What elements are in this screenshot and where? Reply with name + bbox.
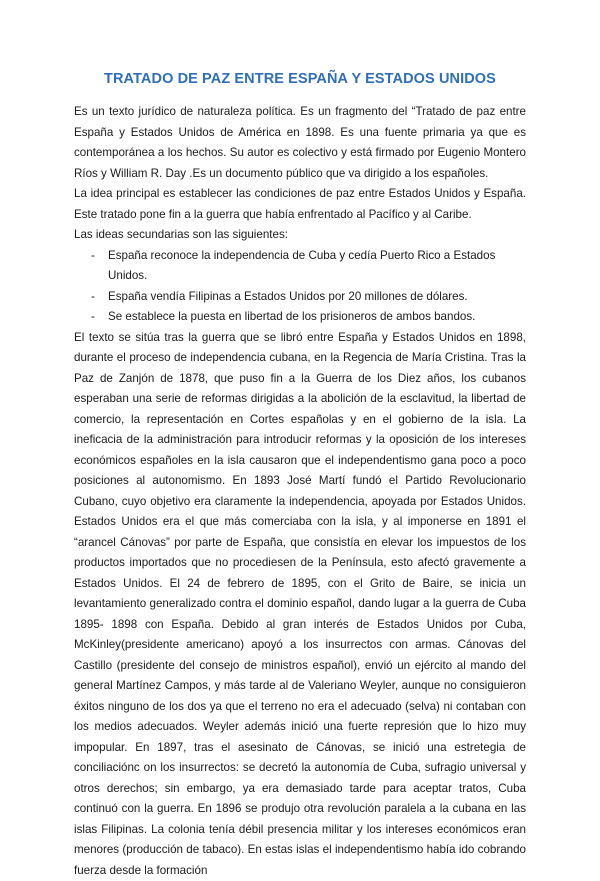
document-body: [74, 102, 526, 881]
bullet-marker: -: [91, 246, 95, 267]
list-item: [74, 246, 526, 287]
list-item: [74, 307, 526, 328]
secondary-ideas-list: [74, 246, 526, 328]
list-item-text: España reconoce la independencia de Cuba y cedía Puerto Rico a Estados Unidos.: [108, 249, 495, 283]
list-item: [74, 287, 526, 308]
context-paragraph: El texto se sitúa tras la guerra que se libró entre España y Estados Unidos en 1898, durante el proceso de independencia cubana, en la Regencia de María Cristina. Tras la Paz de Zanjón de 1878, que puso fin a la Guerra de los Diez años, los cubanos esperaban una serie de reformas dirigidas a la abolición de la esclavitud, la libertad de comercio, la representación en Cortes españolas y en el gobierno de la isla. La ineficacia de la administración para introducir reformas y la oposición de los intereses económicos españoles en la isla causaron que el independentismo gana poco a poco posiciones al autonomismo. En 1893 José Martí fundó el Partido Revolucionario Cubano, cuyo objetivo era claramente la independencia, apoyada por Estados Unidos. Estados Unidos era el que más comerciaba con la isla, y al imponerse en 1891 el “arancel Cánovas” por parte de España, que consistía en elevar los impuestos de los productos importados que no procediesen de la Península, esto afectó gravemente a Estados Unidos. El 24 de febrero de 1895, con el Grito de Baire, se inicia un levantamiento generalizado contra el dominio español, dando lugar a la guerra de Cuba 1895- 1898 con España. Debido al gran interés de Estados Unidos por Cuba, McKinley(presidente americano) apoyó a los insurrectos con armas. Cánovas del Castillo (presidente del consejo de ministros español), envió un ejército al mando del general Martínez Campos, y más tarde al de Valeriano Weyler, aunque no consiguieron éxitos ninguno de los dos ya que el terreno no era el adecuado (selva) ni contaban con los medios adecuados. Weyler además inició una fuerte represión que lo hizo muy impopular. En 1897, tras el asesinato de Cánovas, se inició una estretegia de conciliaciónc on los insurrectos: se decretó la autonomía de Cuba, sufragio universal y otros derechos; sin embargo, ya era demasiado tarde para aceptar tratos, Cuba continuó con la guerra. En 1896 se produjo otra revolución paralela a la cubana en las islas Filipinas. La colonia tenía débil presencia militar y los intereses económicos eran menores (producción de tabaco). En estas islas el independentismo había ido cobrando fuerza desde la formación: [74, 328, 526, 881]
intro-paragraph: Es un texto jurídico de naturaleza política. Es un fragmento del “Tratado de paz entre España y Estados Unidos de América en 1898. Es una fuente primaria ya que es contemporánea a los hechos. Su autor es colectivo y está firmado por Eugenio Montero Ríos y William R. Day .Es un documento público que va dirigido a los españoles.: [74, 102, 526, 184]
document-title: TRATADO DE PAZ ENTRE ESPAÑA Y ESTADOS UNIDOS: [0, 71, 600, 87]
bullet-marker: -: [91, 287, 95, 308]
list-item-text: España vendía Filipinas a Estados Unidos por 20 millones de dólares.: [108, 290, 468, 303]
secondary-ideas-intro: Las ideas secundarias son las siguientes:: [74, 225, 526, 246]
main-idea-paragraph: La idea principal es establecer las condiciones de paz entre Estados Unidos y España. Este tratado pone fin a la guerra que había enfrentado al Pacífico y al Caribe.: [74, 184, 526, 225]
bullet-marker: -: [91, 307, 95, 328]
list-item-text: Se establece la puesta en libertad de los prisioneros de ambos bandos.: [108, 310, 475, 323]
